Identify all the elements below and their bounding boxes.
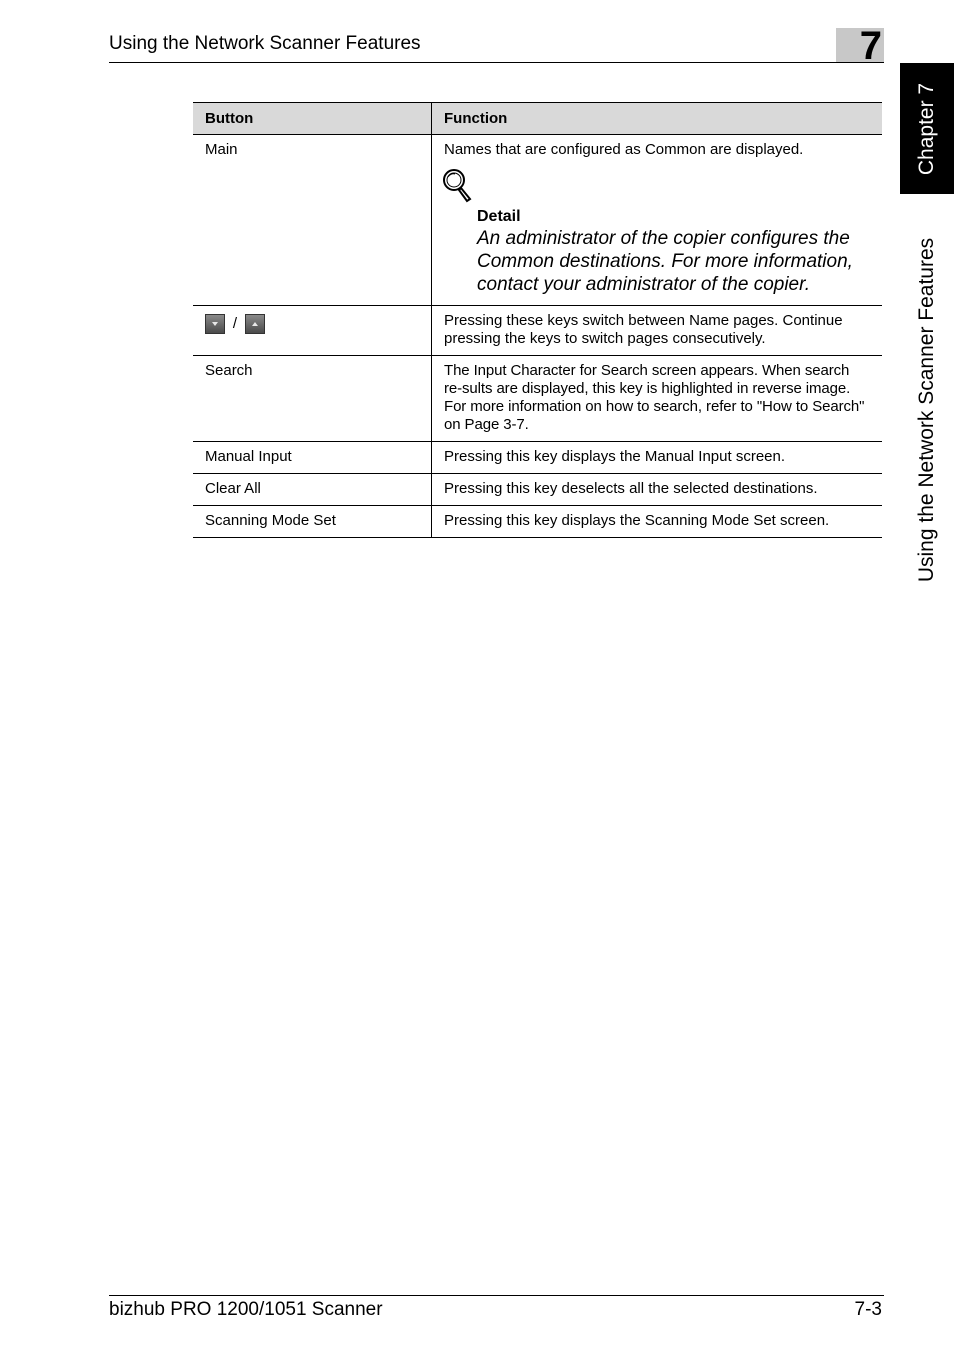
footer-rule: [109, 1295, 884, 1296]
button-cell: Main: [193, 135, 432, 306]
table-row: [193, 474, 882, 506]
up-arrow-key-icon: [245, 314, 265, 334]
function-cell: [432, 135, 883, 306]
chapter-number: 7: [859, 24, 882, 68]
column-header-function: Function: [432, 103, 883, 135]
table-row: [193, 306, 882, 356]
function-cell: The Input Character for Search screen appears. When search re-sults are displayed, this key is highlighted in reverse image. For more information on how to search, refer to "How to Search" on Page 3-7.: [432, 356, 883, 442]
button-function-table: [193, 102, 882, 538]
table-header-row: [193, 103, 882, 135]
section-side-tab: [900, 205, 954, 615]
function-cell: Pressing this key displays the Manual Input screen.: [432, 442, 883, 474]
section-side-label: Using the Network Scanner Features: [915, 237, 938, 583]
chapter-side-tab: [900, 63, 954, 194]
function-text: Names that are configured as Common are displayed.: [444, 141, 804, 158]
table-row: [193, 442, 882, 474]
table-row: [193, 506, 882, 538]
function-cell: Pressing this key displays the Scanning Mode Set screen.: [432, 506, 883, 538]
magnifier-icon: [440, 167, 474, 203]
header-rule: [109, 62, 884, 63]
button-cell: [193, 306, 432, 356]
note-body: An administrator of the copier configures the Common destinations. For more information, contact your administrator of the copier.: [477, 228, 853, 295]
footer-page-number: 7-3: [854, 1299, 882, 1320]
button-cell: Manual Input: [193, 442, 432, 474]
table-row: [193, 135, 882, 306]
function-cell: Pressing these keys switch between Name pages. Continue pressing the keys to switch pages consecutively.: [432, 306, 883, 356]
function-cell: Pressing this key deselects all the selected destinations.: [432, 474, 883, 506]
page-keys: [205, 313, 419, 335]
footer-product: bizhub PRO 1200/1051 Scanner: [109, 1299, 383, 1320]
chapter-number-box: [836, 24, 884, 68]
button-cell: Clear All: [193, 474, 432, 506]
down-arrow-key-icon: [205, 314, 225, 334]
button-cell: Search: [193, 356, 432, 442]
button-cell: Scanning Mode Set: [193, 506, 432, 538]
table-row: [193, 356, 882, 442]
running-header-title: Using the Network Scanner Features: [109, 33, 421, 54]
column-header-button: Button: [193, 103, 432, 135]
chapter-side-label: Chapter 7: [915, 82, 938, 175]
note-title: Detail: [477, 208, 521, 225]
key-separator: /: [232, 315, 238, 332]
